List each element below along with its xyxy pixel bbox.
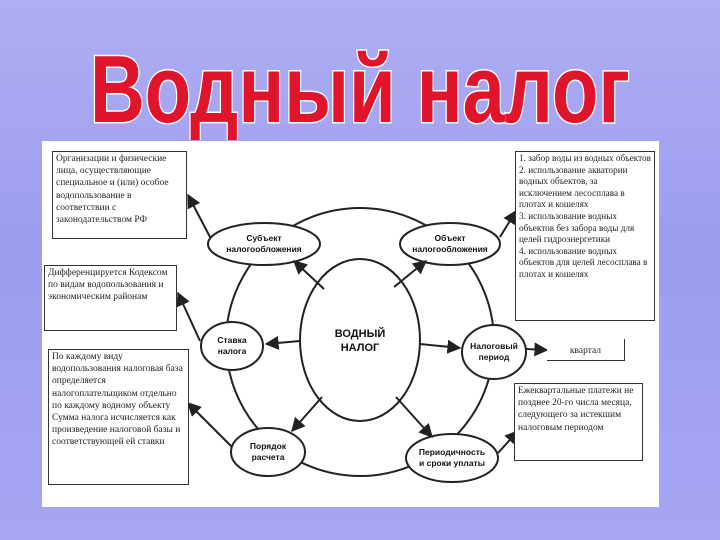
node-subject-label: Субъект налогообложения [226,233,302,254]
arrow-calc-box [188,403,232,447]
arrow-center-rate [266,341,300,344]
arrow-center-subject [294,261,324,289]
arrow-center-payment [396,397,432,437]
arrow-object-box [500,211,516,237]
arrow-period-box [526,349,547,350]
box-period: квартал [547,339,625,361]
arrow-center-period [420,344,460,348]
node-payment-label: Периодичность и сроки уплаты [418,447,486,468]
node-calc-label: Порядок расчета [249,441,287,462]
node-object-label: Объект налогообложения [412,233,488,254]
node-period-label: Налоговый период [470,341,518,362]
arrow-center-calc [292,397,322,431]
center-label: ВОДНЫЙ НАЛОГ [334,328,386,354]
box-object: 1. забор воды из водных объектов 2. использование акватории водных объектов, за исключением лесосплава в плотах и кошелях 3. использование водных объектов без забора воды для целей гидроэнергетики 4. использование водных объектов для целей лесосплава в плотах и кошелях [515,151,655,321]
box-payment: Ежеквартальные платежи не позднее 20-го числа месяца, следующего за истекшим налоговым периодом [514,383,643,461]
box-calc: По каждому виду водопользования налоговая база определяется налогоплательщиком отдельно по каждому водному объекту Сумма налога исчисляется как произведение налоговой базы и соответствующей ей ставки [48,349,189,485]
arrow-rate-box [178,293,200,341]
diagram-panel [42,141,659,507]
node-rate-label: Ставка налога [217,335,247,356]
arrow-subject-box [188,195,210,237]
box-rate: Дифференцируется Кодексом по видам водопользования и экономическим районам [44,265,177,331]
arrow-center-object [394,261,426,287]
slide-title-text: Водный налог [90,36,630,140]
box-subject: Организации и физические лица, осуществляющие специальное и (или) особое водопользование в соответствии с законодательством РФ [52,151,187,239]
slide-title [0,0,720,140]
